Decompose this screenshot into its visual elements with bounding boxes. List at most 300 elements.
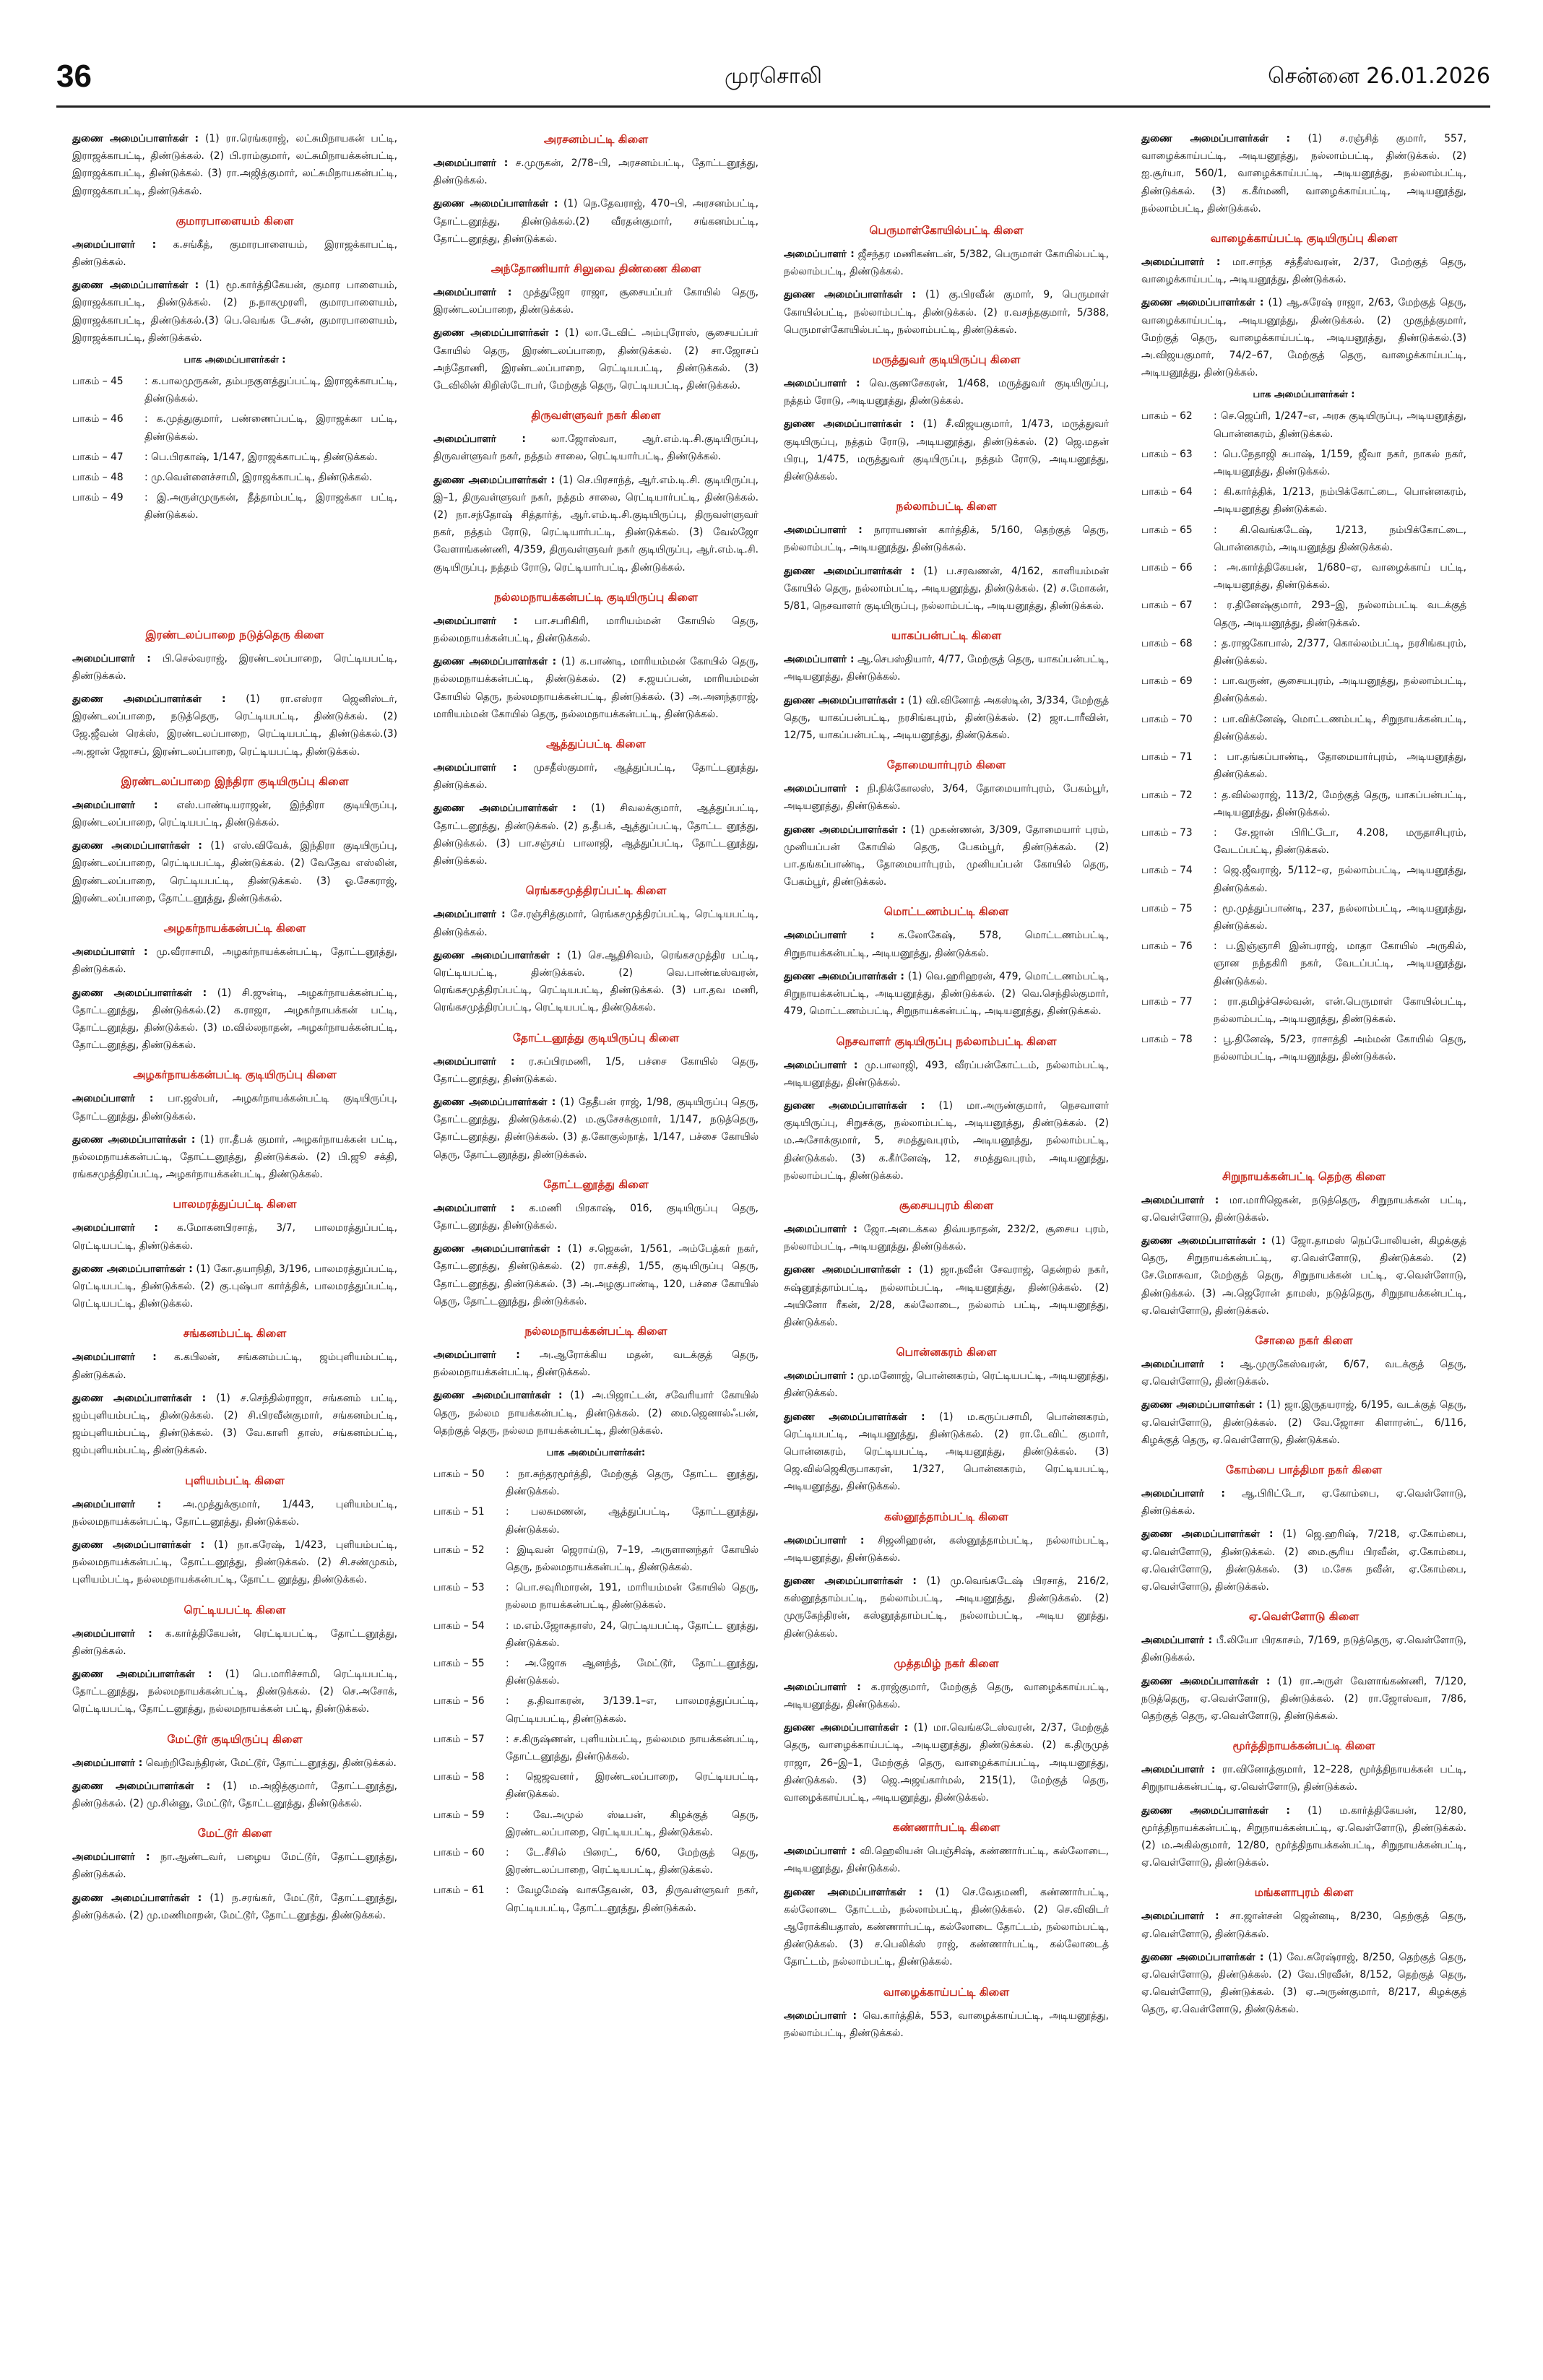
role-details: (1) நெ.தேவராஜ், 470–பி, அரசனம்பட்டி, தோட்டனூத்து, திண்டுக்கல்.(2) வீரதன்குமார், சங்கனம்பட்டி, தோட்டனூத்து, திண்டுக்கல். [433,198,759,245]
role-label: துணை அமைப்பாளர்கள் : [784,1575,917,1587]
branch-heading: அரசனம்பட்டி கிளை [543,133,649,146]
role-details: சிஜனிஹரன், கஸ்னூத்தாம்பட்டி, நல்லாம்பட்டி, அடியனூத்து, திண்டுக்கல். [784,1534,1109,1564]
branch-heading: தோட்டனூத்து கிளை [543,1177,649,1191]
role-details: (1) ம.கார்த்திகேயன், 12/80, மூர்த்திநாயக்கன்பட்டி, சிறுநாயக்கன்பட்டி, ஏ.வெள்ளோடு, திண்டுக்கல். (2) ம.அகில்குமார், 12/80, மூர்த்திநாயக்கன்பட்டி, சிறுநாயக்கன்பட்டி, ஏ.வெள்ளோடு, திண்டுக்கல். [1141,1804,1467,1869]
role-label: துணை அமைப்பாளர்கள் : [433,802,576,815]
role-label: அமைப்பாளர் : [433,1349,520,1361]
role-details: (1) செ.வேதமணி, கண்ணார்பட்டி, கல்லோடை தோட்டம், நல்லாம்பட்டி, திண்டுக்கல். (2) செ.விவிடர் ஆரோக்கியதாஸ், கண்ணார்பட்டி, கல்லோடை தோட்டம், நல்லாம்பட்டி, திண்டுக்கல். (3) ச.பெலிக்ஸ் ராஜ், கண்ணார்பட்டி, கல்லோடைத் தோட்டம், நல்லாம்பட்டி, திண்டுக்கல். [784,1886,1110,1968]
role-label: துணை அமைப்பாளர்கள் : [784,1099,925,1112]
booth-number: பாகம் – 49 [72,492,124,504]
role-details: (1) ரா.ரெங்கராஜ், லட்சுமிநாயகன் பட்டி, இராஜக்காபட்டி, திண்டுக்கல். (2) பி.ராம்குமார், லட்சுமிநாயக்கன்பட்டி, இராஜக்காபட்டி, திண்டுக்கல். (3) ரா.அஜித்குமார், லட்சுமிநாயகன்பட்டி, இராஜக்காபட்டி, திண்டுக்கல். [72,133,397,197]
role-details: அ.ஆரோக்கிய மதன், வடக்குத் தெரு, நல்லமநாயக்கன்பட்டி, திண்டுக்கல். [433,1349,758,1379]
role-details: மு.வீராசாமி, அழகர்நாயக்கன்பட்டி, தோட்டனூத்து, திண்டுக்கல். [72,946,397,976]
role-label: அமைப்பாளர் : [1141,1911,1219,1923]
office-bearer-entry [72,1536,397,1589]
office-bearer-entry [72,943,397,978]
booth-number: பாகம் – 46 [72,413,124,425]
office-bearer-entry [784,651,1109,685]
role-label: துணை அமைப்பாளர்கள் : [72,133,199,144]
role-details: (1) வெ.ஹரிஹரன், 479, மொட்டணம்பட்டி, சிறுநாயக்கன்பட்டி, அடியனூத்து, திண்டுக்கல். (2) வெ.செந்தில்குமார், 479, மொட்டணம்பட்டி, சிறுநாயக்கன்பட்டி, அடியனூத்து, திண்டுக்கல். [784,970,1110,1018]
branch-heading: நல்லமநாயக்கன்பட்டி குடியிருப்பு கிளை [493,590,699,604]
office-bearer-entry [72,650,397,685]
office-bearer-entry [72,1219,397,1254]
role-details: சே.ரஞ்சித்குமார், ரெங்கசமுத்திரப்பட்டி, ரெட்டியபட்டி, திண்டுக்கல். [433,909,759,938]
office-bearer-entry [433,430,758,465]
office-bearer-entry [72,1754,397,1772]
role-label: அமைப்பாளர் : [784,1223,857,1235]
role-label: துணை அமைப்பாளர்கள் : [72,987,207,999]
branch-heading: நெசவாளர் குடியிருப்பு நல்லாம்பட்டி கிளை [836,1034,1057,1048]
office-bearer-entry [1141,1356,1466,1390]
office-bearer-entry [72,277,397,347]
role-label: அமைப்பாளர் : [1141,256,1221,269]
role-details: எஸ்.பாண்டியராஜன், இந்திரா குடியிருப்பு, இரண்டலப்பாறை, ரெட்டியபட்டி, திண்டுக்கல். [72,799,397,829]
booth-organiser: : இ.அருள்முருகன், தீத்தாம்பட்டி, இராஜக்கா பட்டி, திண்டுக்கல். [144,492,397,522]
role-details: (1) லா.டேவிட் அம்புரோஸ், சூசையப்பர் கோயில் தெரு, இரண்டலப்பாறை, திண்டுக்கல். (2) சா.ஜோசப் அந்தோணி, இரண்டலப்பாறை, ரெட்டியபட்டி, திண்டுக்கல். (3) டேவிலின் கிறிஸ்டோபர், மேற்குத் தெரு, ரெட்டியபட்டி, திண்டுக்கல். [433,327,758,392]
booth-row [433,1731,758,1765]
office-bearer-entry [72,1666,397,1718]
office-bearer-entry [784,1367,1109,1402]
booth-organiser: : கி.வெங்கடேஷ், 1/213, நம்பிக்கோட்டை, பொன்னகரம், அடியனூத்து திண்டுக்கல். [1214,524,1466,553]
office-bearer-entry [433,1387,758,1440]
branch-heading: ரெட்டியபட்டி கிளை [183,1603,286,1617]
role-details: (1) எஸ்.விவேக், இந்திரா குடியிருப்பு, இரண்டலப்பாறை, ரெட்டியபட்டி, திண்டுக்கல். (2) வேதேவ எஸ்லின், இரண்டலப்பாறை, ரெட்டியபட்டி, திண்டுக்கல். (3) ஓ.சேகராஜ், இரண்டலப்பாறை, தோட்டனூத்து, திண்டுக்கல். [72,840,397,904]
office-bearer-entry [784,522,1109,556]
role-label: துணை அமைப்பாளர்கள் : [72,1780,211,1792]
office-bearer-entry [784,1884,1109,1971]
branch-heading: சங்கனம்பட்டி கிளை [183,1327,287,1341]
role-label: அமைப்பாளர் : [784,1845,856,1858]
office-bearer-entry [784,1097,1109,1185]
role-details: (1) ரா.அருள் வேளாங்கண்ணி, 7/120, நடுத்தெரு, ஏ.வெள்ளோடு, திண்டுக்கல். (2) ரா.ஜோஸ்வா, 7/86, தெற்குத் தெரு, ஏ.வெள்ளோடு, திண்டுக்கல். [1141,1675,1466,1723]
role-label: அமைப்பாளர் : [1141,1358,1224,1370]
dateline: சென்னை 26.01.2026 [1268,64,1490,89]
booth-row [1141,635,1466,670]
role-details: மு.மனோஜ், பொன்னகரம், ரெட்டியபட்டி, அடியனூத்து, திண்டுக்கல். [784,1370,1109,1400]
role-details: (1) ச.செந்தில்ராஜா, சங்கனம் பட்டி, ஜம்புளியம்பட்டி, திண்டுக்கல். (2) சி.பிரவீன்குமார், சங்கனம்பட்டி, ஜம்புளியம்பட்டி, திண்டுக்கல். (3) வே.காளி தாஸ், சங்கனம்பட்டி, ஜம்புளியம்பட்டி, திண்டுக்கல். [72,1392,397,1457]
booth-organiser: : த.ராஜகோபால், 2/377, கொல்லம்பட்டி, நரசிங்கபுரம், திண்டுக்கல். [1214,637,1466,667]
office-bearer-entry [784,1843,1109,1877]
office-bearer-entry [784,821,1109,891]
role-details: (1) ம.கருப்பசாமி, பொன்னகரம், ரெட்டியபட்டி, அடியனூத்து, திண்டுக்கல். (2) ரா.டேவிட் குமார், பொன்னகரம், ரெட்டியபட்டி, அடியனூத்து, திண்டுக்கல். (3) ஜெ.வில்ஜெகிருபாகரன், 1/327, பொன்னகரம், ரெட்டியபட்டி, அடியனூத்து, திண்டுக்கல். [784,1411,1109,1493]
branch-heading: ரெங்கசமுத்திரப்பட்டி கிளை [525,884,667,898]
role-details: (1) ந.சரங்கர், மேட்டூர், தோட்டனூத்து, திண்டுக்கல். (2) மு.மணிமாறன், மேட்டூர், தோட்டனூத்து, திண்டுக்கல். [72,1892,398,1921]
role-details: (1) சிவலக்குமார், ஆத்துப்பட்டி, தோட்டனூத்து, திண்டுக்கல். (2) த.தீபக், ஆத்துப்பட்டி, தோட்ட னூத்து, திண்டுக்கல். (3) பா.சஞ்சய் பாலாஜி, ஆத்துப்பட்டி, தோட்டனூத்து, திண்டுக்கல். [433,802,758,867]
role-details: வெ.கார்த்திக், 553, வாழைக்காய்பட்டி, அடியனூத்து, நல்லாம்பட்டி, திண்டுக்கல். [784,2009,1109,2039]
booth-number: பாகம் – 63 [1141,448,1193,460]
branch-heading: பொன்னகரம் கிளை [896,1346,997,1359]
branch-heading: நல்லமநாயக்கன்பட்டி கிளை [524,1324,667,1338]
booth-organiser: : நா.சுந்தரமூர்த்தி, மேற்குத் தெரு, தோட்ட னூத்து, திண்டுக்கல். [506,1468,758,1498]
booth-row [1141,597,1466,631]
office-bearer-entry [1141,1526,1466,1596]
office-bearer-entry [433,1346,758,1381]
booth-row [1141,1031,1466,1065]
role-details: க.கார்த்திகேயன், ரெட்டியபட்டி, தோட்டனூத்து, திண்டுக்கல். [72,1627,397,1657]
booth-organiser: : க.முத்துகுமார், பண்ணைப்பட்டி, இராஜக்கா பட்டி, திண்டுக்கல். [144,413,397,443]
office-bearer-entry [784,1408,1109,1496]
booth-organiser: : சே.ஜான் பிரிட்டோ, 4.208, மருதாசிபுரம், வேடப்பட்டி, திண்டுக்கல். [1214,826,1466,857]
column-2 [433,130,758,1920]
role-details: (1) செ.ஆதிசிவம், ரெங்கசமுத்திர பட்டி, ரெட்டியபட்டி, திண்டுக்கல். (2) வெ.பாண்டீஸ்வரன், ரெங்கசமுத்திரப்பட்டி, ரெட்டியபட்டி, திண்டுக்கல். (3) பா.தவ மணி, ரெங்கசமுத்திரப்பட்டி, ரெட்டியபட்டி, திண்டுக்கல். [433,949,758,1014]
office-bearer-entry [433,472,758,576]
role-label: அமைப்பாளர் : [72,1627,152,1640]
section-subheading: பாக அமைப்பாளர்கள்: [546,1447,646,1458]
office-bearer-entry [433,1200,758,1234]
role-label: அமைப்பாளர் : [72,1351,157,1364]
role-details: க.சங்கீத், குமாரபாளையம், இராஜக்காபட்டி, திண்டுக்கல். [72,238,397,269]
role-details: (1) வி.வினோத் அகஸ்டின், 3/334, மேற்குத் தெரு, யாகப்பன்பட்டி, நரசிங்கபுரம், திண்டுக்கல். (2) ஜா.டாரீவின், 12/75, யாகப்பன்பட்டி, அடியனூத்து, திண்டுக்கல். [784,694,1109,742]
booth-row [433,1768,758,1803]
role-details: (1) சீ.விஜயகுமார், 1/473, மருத்துவர் குடியிருப்பு, நத்தம் ரோடு, அடியனூத்து, திண்டுக்கல். (2) ஜெ.மதன் பிரபு, 1/475, மருத்துவர் குடியிருப்பு, நத்தம் ரோடு, அடியனூத்து, திண்டுக்கல். [784,418,1109,483]
booth-row [1141,862,1466,896]
role-details: (1) தேதீபன் ராஜ், 1/98, குடியிருப்பு தெரு, தோட்டனூத்து, திண்டுக்கல்.(2) ம.சூசேசக்குமார், 1/147, நடுத்தெரு, தோட்டனூத்து, திண்டுக்கல். (3) த.கோகுல்நாத், 1/147, பச்சை கோயில் தெரு, தோட்டனூத்து, திண்டுக்கல். [433,1096,758,1161]
booth-number: பாகம் – 67 [1141,600,1193,612]
booth-row [1141,672,1466,707]
role-details: ஜோ.அடைக்கல திவ்யநாதன், 232/2, சூசைய புரம், நல்லாம்பட்டி, அடியனூத்து, திண்டுக்கல். [784,1223,1109,1253]
booth-row [1141,483,1466,518]
branch-heading: தோட்டனூத்து குடியிருப்பு கிளை [512,1031,680,1044]
booth-row [433,1579,758,1614]
booth-row [1141,559,1466,594]
office-bearer-entry [72,1131,397,1184]
booth-organiser: : ஜெ.ஜீவராஜ், 5/112–ஏ, நல்லாம்பட்டி, அடியனூத்து, திண்டுக்கல். [1214,865,1466,894]
role-details: க.லோகேஷ், 578, மொட்டணம்பட்டி, சிறுநாயக்கன்பட்டி, அடியனூத்து, திண்டுக்கல். [784,930,1109,959]
booth-row [433,1806,758,1841]
booth-number: பாகம் – 66 [1141,562,1193,574]
section-subheading: பாக அமைப்பாளர்கள் : [183,355,286,366]
booth-row [1141,787,1466,821]
role-label: துணை அமைப்பாளர்கள் : [72,1133,196,1146]
role-details: பா.ஜஸ்பர், அழகர்நாயக்கன்பட்டி குடியிருப்பு, தோட்டனூத்து, திண்டுக்கல். [72,1093,398,1122]
role-details: (1) ஜோ.தாமஸ் நெப்போலியன், கிழக்குத் தெரு, சிறுநாயக்கன்பட்டி, ஏ.வெள்ளோடு, திண்டுக்கல். (2) சே.மோசுவா, மேற்குத் தெரு, சிறுநாயக்கன் பட்டி, ஏ.வெள்ளோடு, திண்டுக்கல். (3) அ.ஜெரோன் தாமஸ், நடுத்தெரு, சிறுநாயக்கன்பட்டி, ஏ.வெள்ளோடு, திண்டுக்கல். [1141,1234,1466,1317]
booth-number: பாகம் – 64 [1141,486,1193,498]
booth-organiser: : ஜெஜவனா், இரண்டலப்பாறை, ரெட்டியபட்டி, திண்டுக்கல். [506,1771,758,1801]
role-label: அமைப்பாளர் : [784,248,855,260]
role-details: (1) மா.வெங்கடேஸ்வரன், 2/37, மேற்குத் தெரு, வாழைக்காய்பட்டி, அடியனூத்து, திண்டுக்கல். (2) க.திருமுத் ராஜா, 26–இ–1, மேற்குத் தெரு, வாழைக்காய்பட்டி, அடியனூத்து, திண்டுக்கல். (3) ஜெ.அஜய்கார்மல், 215(1), மேற்குத் தெரு, வாழைக்காய்பட்டி, அடியனூத்து, திண்டுக்கல். [784,1722,1109,1804]
role-label: அமைப்பாளர் : [72,946,148,959]
office-bearer-entry [72,1778,397,1812]
role-label: அமைப்பாளர் : [433,615,518,627]
role-label: துணை அமைப்பாளர்கள் : [72,1263,193,1275]
office-bearer-entry [784,2007,1109,2042]
booth-number: பாகம் – 65 [1141,524,1193,536]
role-details: (1) ரா.தீபக் குமார், அழகர்நாயக்கன் பட்டி, நல்லமநாயக்கன்பட்டி, தோட்டனூத்து, திண்டுக்கல். (2) பி.ஜூ சக்தி, ரங்கசமுத்திரப்பட்டி, அழகர்நாயக்கன்பட்டி, திண்டுக்கல். [72,1133,397,1181]
office-bearer-entry [433,1053,758,1088]
booth-organiser: : ப.இஞ்ஞாசி இன்பராஜ், மாதா கோயில் அருகில், ஞான நந்தகிரி நகர், வேடப்பட்டி, அடியனூத்து, திண்டுக்கல். [1214,940,1466,987]
booth-organiser: : அ.கார்த்திகேயன், 1/680–ஏ, வாழைக்காய் பட்டி, அடியனூத்து, திண்டுக்கல். [1214,562,1466,592]
office-bearer-entry [433,284,758,319]
spacer [72,527,397,614]
role-label: அமைப்பாளர் : [433,1055,515,1068]
office-bearer-entry [72,985,397,1055]
office-bearer-entry [433,906,758,940]
office-bearer-entry [433,1094,758,1164]
booth-row [1141,938,1466,990]
branch-heading: திருவள்ளுவர் நகர் கிளை [531,409,661,423]
office-bearer-entry [72,691,397,761]
booth-row [1141,748,1466,783]
column-3 [784,130,1109,2048]
role-details: (1) ஆ.சுரேஷ் ராஜா, 2/63, மேற்குத் தெரு, வாழைக்காய்பட்டி, அடியனூத்து, திண்டுக்கல். (2) முகுந்த்குமார், மேற்குத் தெரு, வாழைக்காய்பட்டி, அடியனூத்து, திண்டுக்கல்.(3) அ.விஜயகுமார், 74/2–67, மேற்குத் தெரு, வாழைக்காய்பட்டி, அடியனூத்து, திண்டுக்கல். [1141,297,1466,379]
role-label: துணை அமைப்பாளர்கள் : [72,1668,212,1680]
branch-heading: மங்களாபுரம் கிளை [1254,1886,1354,1900]
section-subheading: பாக அமைப்பாளர்கள் : [1253,389,1355,401]
booth-organiser: : பெ.நேதாஜி சுபாஷ், 1/159, ஜீவா நகர், நாகல் நகர், அடியனூத்து, திண்டுக்கல். [1214,448,1466,478]
office-bearer-entry [784,375,1109,410]
booth-number: பாகம் – 58 [433,1771,485,1783]
role-label: துணை அமைப்பாளர்கள் : [784,1411,925,1423]
role-label: அமைப்பாளர் : [72,1093,154,1105]
role-label: அமைப்பாளர் : [72,1851,150,1864]
role-details: முத்துஜோ ராஜா, சூசையப்பர் கோயில் தெரு, இரண்டலப்பாறை, திண்டுக்கல். [433,287,759,316]
role-details: (1) மா.அருண்குமார், நெசவாளர் குடியிருப்பு, சிறுசக்கு, நல்லாம்பட்டி, அடியனூத்து, திண்டுக்கல். (2) ம.அசோக்குமார், 5, சமத்துவபுரம், அடியனூத்து, நல்லாம்பட்டி, திண்டுக்கல். (3) க.கீர்னேஷ், 12, சமத்துவபுரம், அடியனூத்து, நல்லாம்பட்டி, திண்டுக்கல். [784,1099,1110,1182]
booth-row [1141,522,1466,556]
booth-organiser: : பெ.பிரகாஷ், 1/147, இராஜக்காபட்டி, திண்டுக்கல். [144,451,378,463]
office-bearer-entry [784,1572,1109,1643]
role-details: (1) க.பாண்டி, மாரியம்மன் கோயில் தெரு, நல்லமநாயக்கன்பட்டி, திண்டுக்கல். (2) ச.ஜயப்பன், மாரியம்மன் கோயில் தெரு, நல்லமநாயக்கன்பட்டி, திண்டுக்கல். (3) அ.அனந்தராஜ், மாரியம்மன் கோயில் தெரு, நல்லமநாயக்கன்பட்டி, திண்டுக்கல். [433,656,759,720]
role-label: அமைப்பாளர் : [784,2009,857,2022]
role-label: அமைப்பாளர் : [72,652,151,665]
booth-organiser: : இடிவன் ஜெராய்டு, 7–19, அருளானந்தர் கோயில் தெரு, நல்லமநாயக்கன்பட்டி, திண்டுக்கல். [506,1544,758,1573]
role-details: லா.ஜோஸ்வா, ஆர்.எம்.டி.சி.குடியிருப்பு, திருவள்ளுவர் நகர், நத்தம் சாலை, ரெட்டியார்பட்டி, திண்டுக்கல். [433,433,758,463]
booth-number: பாகம் – 47 [72,451,124,463]
role-details: வெற்றிவேந்திரன், மேட்டூர், தோட்டனூத்து, திண்டுக்கல். [145,1757,397,1769]
masthead [56,56,1490,97]
role-label: அமைப்பாளர் : [433,287,512,299]
role-details: அ.முத்துக்குமார், 1/443, புளியம்பட்டி, நல்லமநாயக்கன்பட்டி, தோட்டனூத்து, திண்டுக்கல். [72,1498,397,1528]
office-bearer-entry [433,759,758,794]
office-bearer-entry [1141,1802,1466,1872]
role-label: துணை அமைப்பாளர்கள் : [72,1392,207,1404]
role-details: வி.ஹெலியன் பெஞ்சிஷ், கண்ணார்பட்டி, கல்லோடை, அடியனூத்து, திண்டுக்கல். [784,1845,1110,1875]
office-bearer-entry [433,1240,758,1310]
booth-organiser: : மூ.முத்துப்பாண்டி, 237, நல்லாம்பட்டி, அடியனூத்து, திண்டுக்கல். [1214,902,1466,932]
booth-number: பாகம் – 76 [1141,940,1193,953]
office-bearer-entry [72,1349,397,1383]
branch-heading: சிறுநாயக்கன்பட்டி தெற்கு கிளை [1222,1169,1386,1183]
role-label: அமைப்பாளர் : [1141,1194,1219,1206]
branch-heading: இரண்டலப்பாறை நடுத்தெரு கிளை [145,628,324,641]
booth-row [1141,993,1466,1028]
booth-row [72,469,397,486]
branch-heading: மருத்துவர் குடியிருப்பு கிளை [872,353,1021,367]
role-label: அமைப்பாளர் : [433,433,526,446]
role-label: துணை அமைப்பாளர்கள் : [1141,1399,1263,1411]
branch-heading: குமாரபாளையம் கிளை [176,214,294,228]
booth-number: பாகம் – 56 [433,1695,485,1708]
office-bearer-entry [72,236,397,271]
branch-heading: மேட்டூர் கிளை [197,1827,272,1840]
role-details: நாராயணன் கார்த்திக், 5/160, தெற்குத் தெரு, நல்லாம்பட்டி, அடியனூத்து, திண்டுக்கல். [784,524,1110,554]
office-bearer-entry [72,1848,397,1883]
role-details: க.மோகனபிரசாத், 3/7, பாலமரத்துப்பட்டி, ரெட்டியபட்டி, திண்டுக்கல். [72,1222,397,1252]
branch-heading: சூசையபுரம் கிளை [899,1198,994,1212]
booth-row [72,410,397,445]
role-details: (1) பெ.மாரிச்சாமி, ரெட்டியபட்டி, தோட்டனூத்து, நல்லமநாயக்கன்பட்டி, திண்டுக்கல். (2) செ.அசோக், ரெட்டியபட்டி, தோட்டனூத்து, நல்லமநாயக்கன் பட்டி, திண்டுக்கல். [72,1668,397,1715]
role-details: (1) செ.பிரசாந்த், ஆர்.எம்.டி.சி. குடியிருப்பு, இ–1, திருவள்ளுவர் நகர், நத்தம் சாலை, ரெட்டியார்பட்டி, திண்டுக்கல். (2) நா.சந்தோஷ் சித்தார்த், ஆர்.எம்.டி.சி.குடியிருப்பு, திருவள்ளுவர் நகர், நத்தம் ரோடு, ரெட்டியார்பட்டி, திண்டுக்கல். (3) வேல்ஜோ வேளாங்கண்ணி, 4/359, திருவள்ளுவர் நகர் குடியிருப்பு, ஆர்.எம்.டி.சி. குடியிருப்பு, நத்தம் ரோடு, ரெட்டியார்பட்டி, திண்டுக்கல். [433,474,759,574]
branch-heading: யாகப்பன்பட்டி கிளை [891,629,1002,643]
column-4 [1141,130,1466,2025]
booth-number: பாகம் – 57 [433,1733,485,1745]
office-bearer-entry [433,800,758,870]
role-label: அமைப்பாளர் : [784,1534,865,1546]
role-details: பி.செல்வராஜ், இரண்டலப்பாறை, ரெட்டியபட்டி, திண்டுக்கல். [72,652,397,682]
office-bearer-entry [72,130,397,200]
branch-heading: கோம்பை பாத்திமா நகர் கிளை [1225,1463,1383,1476]
branch-heading: நல்லாம்பட்டி கிளை [896,500,997,514]
office-bearer-entry [784,692,1109,745]
booth-row [433,1466,758,1500]
role-label: அமைப்பாளர் : [1141,1487,1225,1500]
role-details: (1) கு.பிரவீன் குமார், 9, பெருமாள் கோயில்பட்டி, நல்லாம்பட்டி, திண்டுக்கல். (2) ர.வசந்தகுமார், 5/388, பெருமாள்கோயில்பட்டி, நல்லாம்பட்டி, திண்டுக்கல். [784,289,1110,336]
role-label: துணை அமைப்பாளர்கள் : [784,418,915,430]
office-bearer-entry [784,1719,1109,1806]
role-details: (1) ரா.எஸ்ரா ஜெனிஸ்டர், இரண்டலப்பாறை, நடுத்தெரு, ரெட்டியபட்டி, திண்டுக்கல். (2) ஜே.ஜீவன் ரெக்ஸ், இரண்டலப்பாறை, ரெட்டியபட்டி, திண்டுக்கல்.(3) அ.ஜான் ஜோசப், இரண்டலப்பாறை, ரெட்டியபட்டி, திண்டுக்கல். [72,693,398,758]
office-bearer-entry [72,1260,397,1313]
role-details: ரா.வினோத்குமார், 12–228, மூர்த்திநாயக்கன் பட்டி, சிறுநாயக்கன்பட்டி, ஏ.வெள்ளோடு, திண்டுக்கல். [1141,1764,1466,1793]
booth-row [72,449,397,466]
booth-row [433,1844,758,1879]
office-bearer-entry [784,286,1109,339]
office-bearer-entry [784,563,1109,615]
office-bearer-entry [784,780,1109,815]
role-label: துணை அமைப்பாளர்கள் : [433,1390,563,1402]
booth-organiser: : டே.சீசில் பிரைட், 6/60, மேற்குத் தெரு, இரண்டலப்பாறை, ரெட்டியபட்டி, திண்டுக்கல். [506,1847,758,1877]
booth-number: பாகம் – 77 [1141,995,1193,1008]
role-details: முசதீஸ்குமார், ஆத்துப்பட்டி, தோட்டனூத்து, திண்டுக்கல். [433,762,758,792]
booth-number: பாகம் – 75 [1141,902,1193,914]
role-details: பா.சபரிகிரி, மாரியம்மன் கோயில் தெரு, நல்லமநாயக்கன்பட்டி, திண்டுக்கல். [433,615,759,645]
booth-number: பாகம் – 71 [1141,751,1193,763]
role-details: (1) மு.வெங்கடேஷ் பிரசாத், 216/2, கஸ்னூத்தாம்பட்டி, நல்லாம்பட்டி, அடியனூத்து, திண்டுக்கல். (2) முருகேந்திரன், கஸ்னூத்தாம்பட்டி, நல்லாம்பட்டி, அடிய னூத்து, திண்டுக்கல். [784,1575,1109,1640]
role-label: துணை அமைப்பாளர்கள் : [433,1243,561,1255]
role-details: (1) ஜா.நவீன் சேவராஜ், தென்றல் நகர், சுஷ்னூத்தாம்பட்டி, நல்லாம்பட்டி, அடியனூத்து, திண்டுக்கல். (2) அயினோ ரீகன், 2/28, கல்லோடை, நல்லாம் பட்டி, அடியனூத்து, திண்டுக்கல். [784,1264,1109,1328]
role-label: அமைப்பாளர் : [784,1370,855,1382]
office-bearer-entry [1141,1485,1466,1520]
booth-row [1141,407,1466,442]
booth-organiser: : ச.கிருஷ்ணன், புளியம்பட்டி, நல்லமம நாயக்கன்பட்டி, தோட்டனூத்து, திண்டுக்கல். [506,1733,758,1763]
role-label: அமைப்பாளர் : [784,1681,861,1693]
booth-organiser: : ர.தினேஷ்குமார், 293–இ, நல்லாம்பட்டி வடக்குத் தெரு, அடியனூத்து, திண்டுக்கல். [1214,600,1466,629]
office-bearer-entry [1141,1761,1466,1796]
booth-organiser: : பலசுமணன், ஆத்துப்பட்டி, தோட்டனூத்து, திண்டுக்கல். [506,1506,758,1536]
spacer [784,130,1109,209]
booth-organiser: : பொ.சவுரிமாரன், 191, மாரியம்மன் கோயில் தெரு, நல்லம நாயக்கன்பட்டி, திண்டுக்கல். [506,1582,758,1611]
role-label: துணை அமைப்பாளர்கள் : [784,565,915,577]
role-label: துணை அமைப்பாளர்கள் : [433,327,559,339]
role-details: (1) நா.கரேஷ், 1/423, புளியம்பட்டி, நல்லமநாயக்கன்பட்டி, தோட்டனூத்து, திண்டுக்கல். (2) சி.சண்முகம், புளியம்பட்டி, நல்லமநாயக்கன்பட்டி, தோட்ட னூத்து, திண்டுக்கல். [72,1539,398,1586]
office-bearer-entry [1141,1673,1466,1726]
booth-organiser: : பா.வருண், சூசையபுரம், அடியனூத்து, நல்லாம்பட்டி, திண்டுக்கல். [1214,675,1466,705]
role-label: துணை அமைப்பாளர்கள் : [1141,297,1264,309]
role-details: மா.மாரிஜெகன், நடுத்தெரு, சிறுநாயக்கன் பட்டி, ஏ.வெள்ளோடு, திண்டுக்கல். [1141,1194,1466,1224]
role-label: துணை அமைப்பாளர்கள் : [433,474,556,486]
spacer [1141,1069,1466,1156]
office-bearer-entry [433,324,758,394]
booth-organiser: : த.வில்லராஜ், 113/2, மேற்குத் தெரு, யாகப்பன்பட்டி, அடியனூத்து, திண்டுக்கல். [1214,789,1466,818]
role-details: ஆ.முருகேஸ்வரன், 6/67, வடக்குத் தெரு, ஏ.வெள்ளோடு, திண்டுக்கல். [1141,1358,1467,1388]
branch-heading: கஸ்னூத்தாம்பட்டி கிளை [884,1510,1008,1523]
role-label: துணை அமைப்பாளர்கள் : [433,198,558,210]
role-details: (1) முகண்ணன், 3/309, தோமையார் புரம், முனியப்பன் கோயில் தெரு, பேகம்பூர், திண்டுக்கல். (2) பா.தங்கப்பாண்டி, தோமையார்புரம், முனியப்பன் கோயில் தெரு, பேகம்பூர், திண்டுக்கல். [784,823,1110,888]
role-label: அமைப்பாளர் : [72,1222,158,1234]
newspaper-name: முரசொலி [725,64,822,89]
booth-number: பாகம் – 69 [1141,675,1193,688]
role-label: துணை அமைப்பாளர்கள் : [784,970,904,982]
office-bearer-entry [784,968,1109,1021]
office-bearer-entry [1141,1949,1466,2019]
booth-number: பாகம் – 51 [433,1506,485,1518]
role-label: அமைப்பாளர் : [784,378,860,390]
booth-row [1141,900,1466,935]
office-bearer-entry [72,1890,397,1924]
role-details: ஆ.பிரிட்டோ, ஏ.கோம்பை, ஏ.வெள்ளோடு, திண்டுக்கல். [1141,1487,1467,1518]
branch-heading: வாழைக்காய்பட்டி கிளை [883,1985,1010,1999]
branch-heading: பெருமாள்கோயில்பட்டி கிளை [869,224,1024,237]
role-label: அமைப்பாளர் : [1141,1764,1216,1776]
office-bearer-entry [784,1057,1109,1091]
role-label: அமைப்பாளர் : [72,799,158,811]
booth-number: பாகம் – 73 [1141,826,1193,839]
office-bearer-entry [433,155,758,189]
branch-heading: அழகர்நாயக்கன்பட்டி கிளை [163,922,306,935]
booth-organiser: : கி.கார்த்திக், 1/213, நம்பிக்கோட்டை, பொன்னகரம், அடியனூத்து திண்டுக்கல். [1214,486,1466,516]
role-label: துணை அமைப்பாளர்கள் : [1141,1675,1271,1687]
office-bearer-entry [72,1625,397,1660]
role-label: அமைப்பாளர் : [1141,1635,1213,1647]
role-details: (1) ப.சரவணன், 4/162, காளியம்மன் கோயில் தெரு, நல்லாம்பட்டி, அடியனூத்து, திண்டுக்கல். (2) ச.மோகன், 5/81, நெசவாளர் குடியிருப்பு, நல்லாம்பட்டி, அடியனூத்து, திண்டுக்கல். [784,565,1109,613]
booth-organiser: : செ.ஜெப்ரி, 1/247–எ, அரசு குடியிருப்பு, அடியனூத்து, பொன்னகரம், திண்டுக்கல். [1214,410,1466,440]
role-label: அமைப்பாளர் : [784,524,863,537]
branch-heading: மொட்டணம்பட்டி கிளை [883,905,1009,919]
office-bearer-entry [1141,294,1466,381]
role-label: அமைப்பாளர் : [72,1757,143,1769]
role-details: ஜீசந்தர மணிகண்டன், 5/382, பெருமாள் கோயில்பட்டி, நல்லாம்பட்டி, திண்டுக்கல். [784,248,1109,278]
office-bearer-entry [433,653,758,723]
booth-row [433,1541,758,1576]
booth-number: பாகம் – 50 [433,1468,485,1480]
branch-heading: முத்தமிழ் நகர் கிளை [894,1656,999,1670]
role-details: (1) ச.ஜெகன், 1/561, அம்பேத்கர் நகர், தோட்டனூத்து, திண்டுக்கல். (2) ரா.சக்தி, 1/55, குடியிருப்பு தெரு, தோட்டனூத்து, திண்டுக்கல். (3) அ.அழகுபாண்டி, 120, பச்சை கோயில் தெரு, தோட்டனூத்து, திண்டுக்கல். [433,1243,758,1307]
booth-row [433,1655,758,1689]
role-details: க.ராஜ்குமார், மேற்குத் தெரு, வாழைக்காய்பட்டி, அடியனூத்து, திண்டுக்கல். [784,1681,1110,1710]
role-details: ச.முருகன், 2/78–பி, அரசனம்பட்டி, தோட்டனூத்து, திண்டுக்கல். [433,157,758,187]
role-label: துணை அமைப்பாளர்கள் : [784,1886,923,1898]
role-details: (1) ச.ரஞ்சித் குமார், 557, வாழைக்காய்பட்டி, அடியனூத்து, நல்லாம்பட்டி, திண்டுக்கல். (2) ஐ.சூர்யா, 560/1, வாழைக்காய்பட்டி, அடியனூத்து, நல்லாம்பட்டி, திண்டுக்கல். (3) க.கீர்மணி, வாழைக்காய்பட்டி, அடியனூத்து, நல்லாம்பட்டி, திண்டுக்கல். [1141,133,1466,215]
office-bearer-entry [72,1496,397,1531]
office-bearer-entry [784,1261,1109,1331]
role-label: துணை அமைப்பாளர்கள் : [72,1539,205,1551]
role-details: (1) ஜெ.ஹரிஷ், 7/218, ஏ.கோம்பை, ஏ.வெள்ளோடு, திண்டுக்கல். (2) மை.சூரிய பிரவீன், ஏ.கோம்பை, ஏ.வெள்ளோடு, திண்டுக்கல். (3) ம.சேசு நவீன், ஏ.கோம்பை, ஏ.வெள்ளோடு, திண்டுக்கல். [1141,1528,1467,1593]
office-bearer-entry [1141,1908,1466,1942]
role-details: (1) அ.பிஜாட்டன், சவேரியார் கோயில் தெரு, நல்லம நாயக்கன்பட்டி, திண்டுக்கல். (2) மை.ஜெனால்ஃபன், தெற்குத் தெரு, நல்லம நாயக்கன்பட்டி, திண்டுக்கல். [433,1390,758,1437]
header-rule [56,105,1490,108]
booth-organiser: : மு.வெள்ளைச்சாமி, இராஜக்காபட்டி, திண்டுக்கல். [144,472,373,484]
role-details: (1) ஜா.இருதயராஜ், 6/195, வடக்குத் தெரு, ஏ.வெள்ளோடு, திண்டுக்கல். (2) வே.ஜோசா கிளாரன்ட், 6/116, கிழக்குத் தெரு, ஏ.வெள்ளோடு, திண்டுக்கல். [1141,1399,1466,1446]
office-bearer-entry [433,195,758,248]
role-label: துணை அமைப்பாளர்கள் : [784,289,917,301]
office-bearer-entry [72,1090,397,1125]
branch-heading: புளியம்பட்டி கிளை [185,1474,285,1487]
booth-organiser: : த.திவாகரன், 3/139.1–எ, பாலமரத்துப்பட்டி, ரெட்டியபட்டி, திண்டுக்கல். [506,1695,758,1725]
role-label: அமைப்பாளர் : [784,1059,858,1071]
booth-organiser: : அ.ஜோசு ஆனந்த், மேட்டூர், தோட்டனூத்து, திண்டுக்கல். [506,1658,758,1687]
branch-heading: சோலை நகர் கிளை [1255,1333,1353,1347]
role-details: (1) ம.அஜித்குமார், தோட்டனூத்து, திண்டுக்கல். (2) மு.சின்னு, மேட்டூர், தோட்டனூத்து, திண்டுக்கல். [72,1780,397,1809]
role-details: நா.ஆண்டவர், பழைய மேட்டூர், தோட்டனூத்து, திண்டுக்கல். [72,1851,397,1881]
role-label: அமைப்பாளர் : [433,1202,515,1214]
